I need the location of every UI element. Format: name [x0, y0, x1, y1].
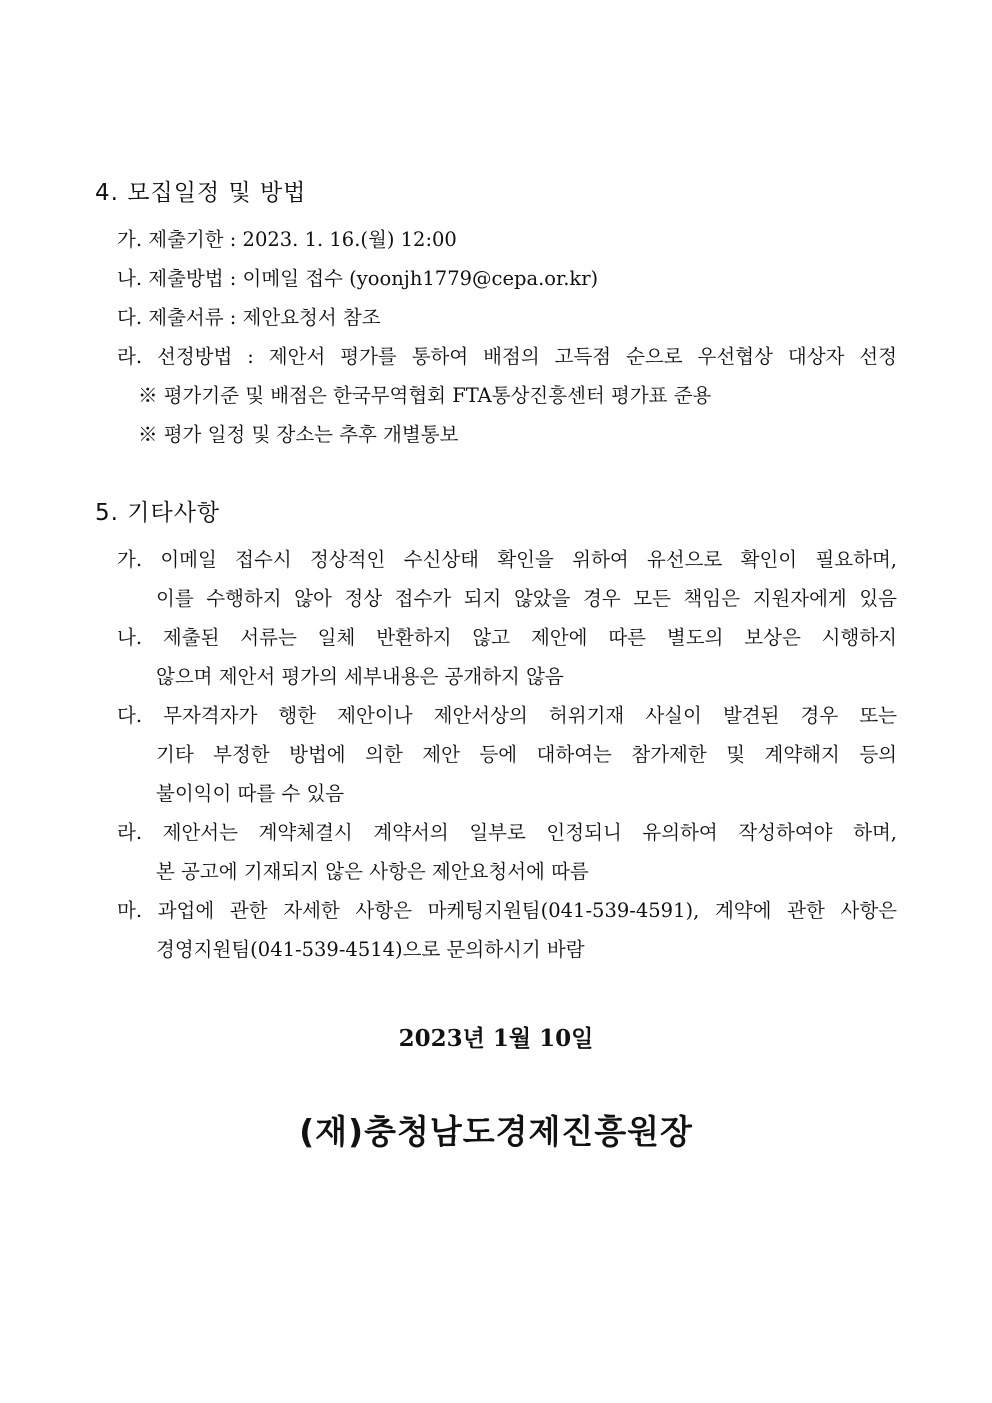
section-5-item-da-continuation-1: 기타 부정한 방법에 의한 제안 등에 대하여는 참가제한 및 계약해지 등의	[156, 743, 897, 766]
signer-name: (재)충청남도경제진흥원장	[299, 1112, 693, 1151]
section-5-item-ra: 라. 제안서는 계약체결시 계약서의 일부로 인정되니 유의하여 작성하여야 하며,	[117, 821, 897, 844]
section-5-item-ma: 마. 과업에 관한 자세한 사항은 마케팅지원팀(041-539-4591), 계약에 관한 사항은	[117, 899, 897, 922]
section-4-note-criteria: ※ 평가기준 및 배점은 한국무역협회 FTA통상진흥센터 평가표 준용	[138, 384, 712, 407]
section-4-title: 4. 모집일정 및 방법	[95, 180, 307, 206]
section-5-item-na: 나. 제출된 서류는 일체 반환하지 않고 제안에 따른 별도의 보상은 시행하지	[117, 626, 897, 649]
section-4-item-ra: 라. 선정방법 : 제안서 평가를 통하여 배점의 고득점 순으로 우선협상 대상자 선정	[117, 345, 897, 368]
section-4-note-schedule: ※ 평가 일정 및 장소는 추후 개별통보	[138, 423, 459, 446]
section-5-item-ga: 가. 이메일 접수시 정상적인 수신상태 확인을 위하여 유선으로 확인이 필요하며,	[117, 548, 897, 571]
section-5-item-ga-continuation: 이를 수행하지 않아 정상 접수가 되지 않았을 경우 모든 책임은 지원자에게 있음	[156, 587, 897, 610]
section-5-item-da-continuation-2: 불이익이 따를 수 있음	[156, 782, 345, 805]
section-4-item-ga: 가. 제출기한 : 2023. 1. 16.(월) 12:00	[117, 228, 457, 251]
section-5-item-ma-continuation: 경영지원팀(041-539-4514)으로 문의하시기 바람	[156, 938, 585, 961]
section-5-item-ra-continuation: 본 공고에 기재되지 않은 사항은 제안요청서에 따름	[156, 860, 589, 883]
section-5-item-da: 다. 무자격자가 행한 제안이나 제안서상의 허위기재 사실이 발견된 경우 또는	[117, 704, 897, 727]
document-date: 2023년 1월 10일	[398, 1025, 594, 1052]
section-4-item-na: 나. 제출방법 : 이메일 접수 (yoonjh1779@cepa.or.kr)	[117, 267, 599, 290]
section-5-item-na-continuation: 않으며 제안서 평가의 세부내용은 공개하지 않음	[156, 665, 564, 688]
section-5-title: 5. 기타사항	[95, 500, 221, 526]
section-4-item-da: 다. 제출서류 : 제안요청서 참조	[117, 306, 381, 329]
